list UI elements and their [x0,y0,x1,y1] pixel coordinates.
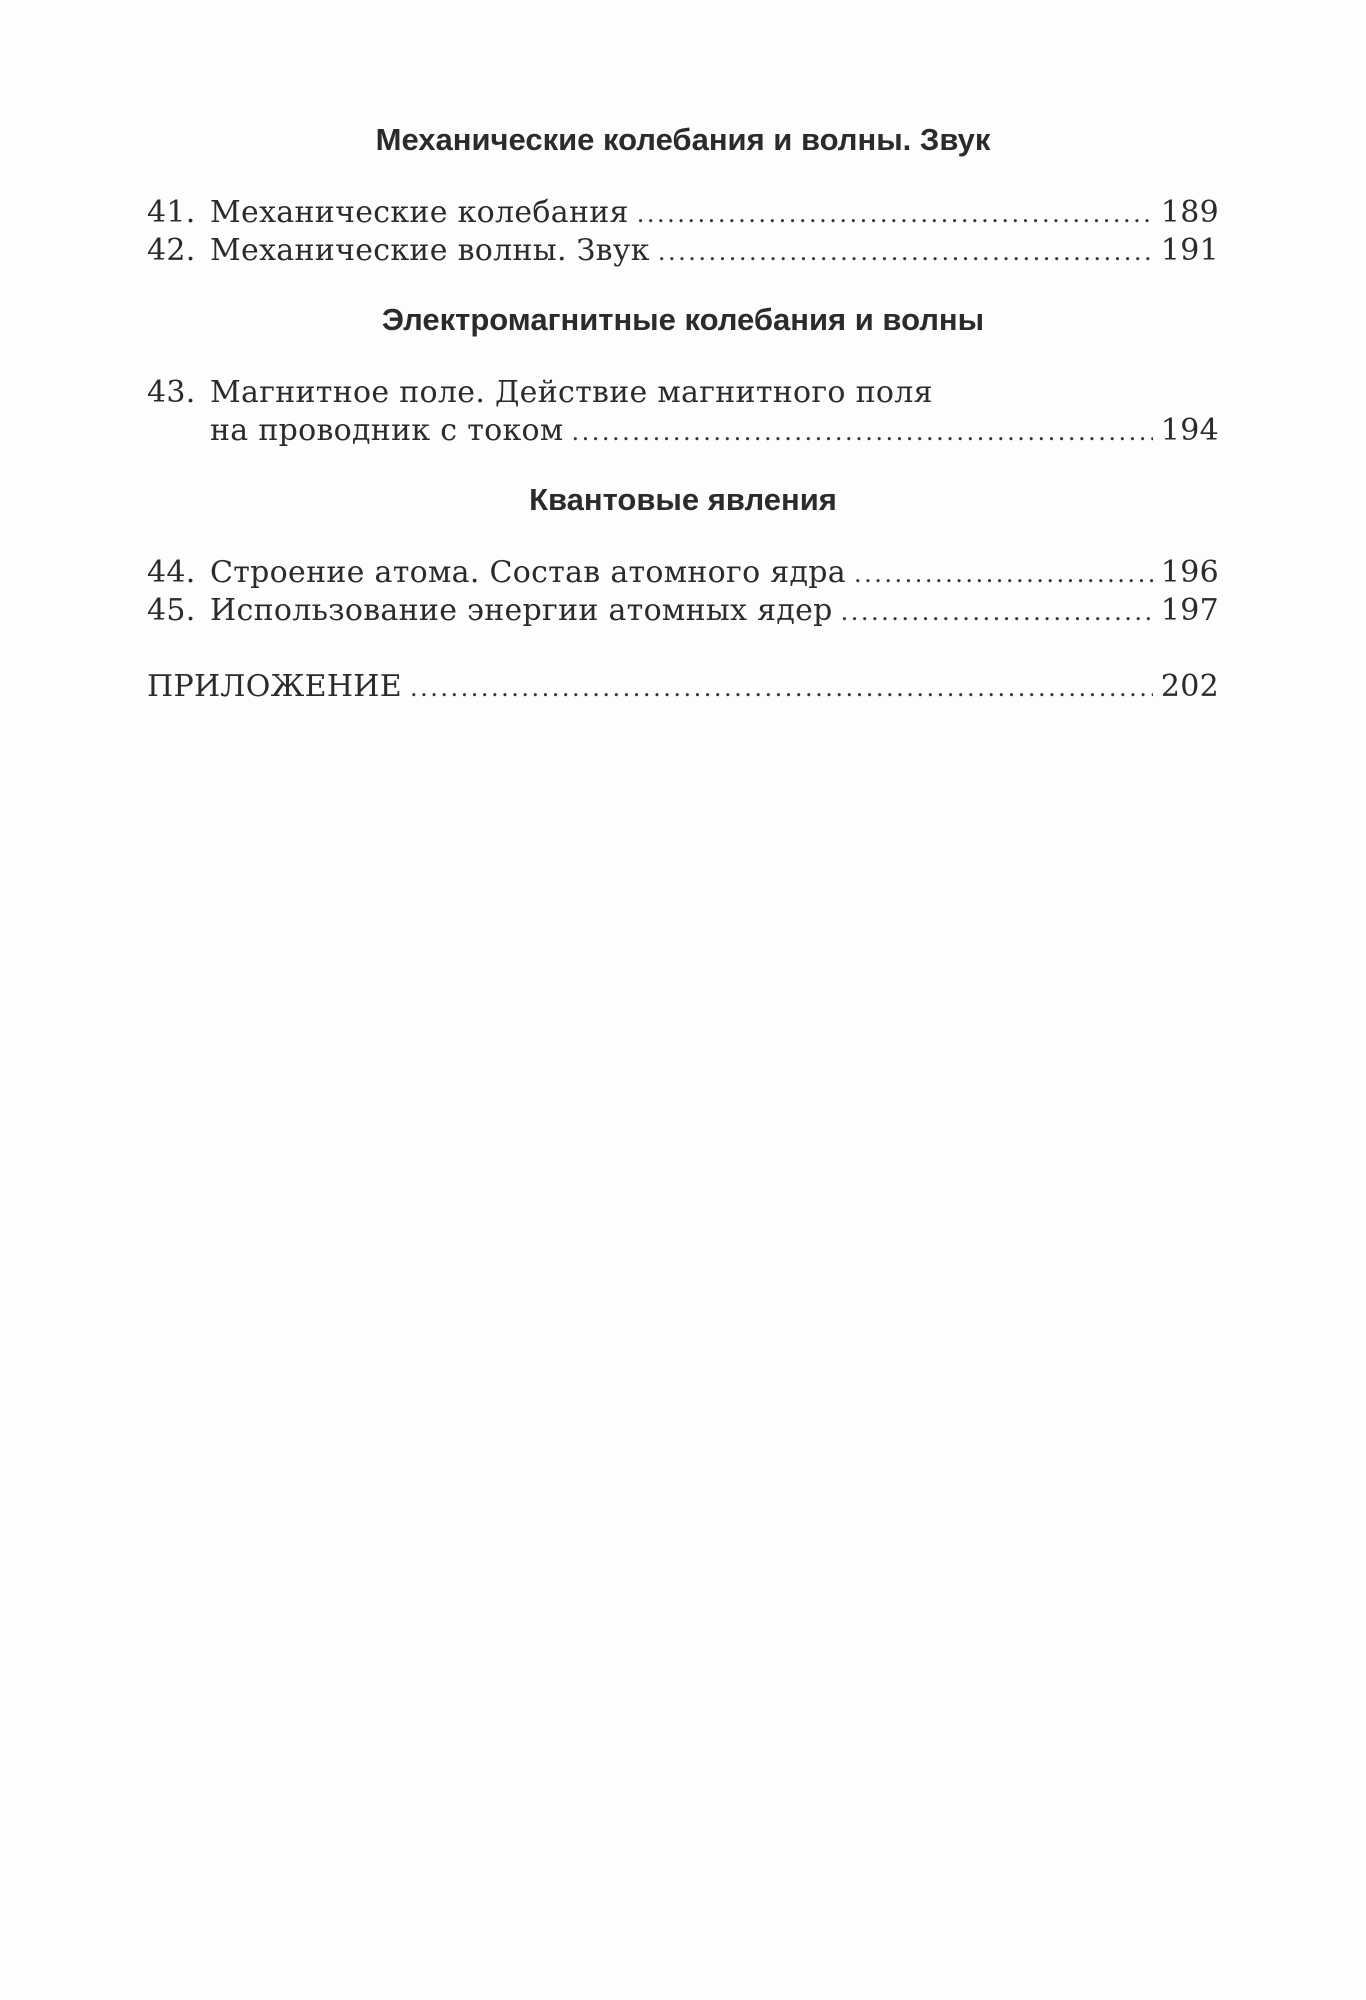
toc-entry-title: Магнитное поле. Действие магнитного поля [210,375,933,410]
toc-leader-dots [658,233,1153,271]
toc-entry-number: 41. [147,195,196,230]
toc-entry-number: 44. [147,555,196,590]
table-of-contents [147,110,1219,706]
toc-leader-dots [572,413,1153,451]
toc-entry-number: 42. [147,233,196,268]
toc-entry-44[interactable] [147,554,1219,592]
toc-entry-41[interactable] [147,194,1219,232]
toc-entry-title: Механические колебания [210,195,629,230]
section-title-mechanical: Механические колебания и волны. Звук [375,122,991,157]
toc-entry-page: 191 [1160,233,1219,268]
toc-entry-page: 202 [1160,669,1219,704]
toc-entry-45[interactable] [147,592,1219,630]
toc-entry-title: ПРИЛОЖЕНИЕ [147,669,402,704]
toc-entry-number: 45. [147,593,196,628]
toc-entry-43-line1[interactable] [147,374,1219,412]
toc-entry-title: Использование энергии атомных ядер [210,593,833,628]
toc-entry-number: 43. [147,375,196,410]
toc-leader-dots [854,555,1153,593]
toc-entry-title: Строение атома. Состав атомного ядра [210,555,846,590]
toc-entry-42[interactable] [147,232,1219,270]
section-title-quantum: Квантовые явления [529,482,837,517]
toc-leader-dots [841,593,1153,631]
toc-entry-page: 196 [1160,555,1219,590]
toc-entry-title: Механические волны. Звук [210,233,650,268]
toc-leader-dots [410,669,1153,707]
toc-entry-43-line2[interactable] [147,412,1219,450]
toc-leader-dots [637,195,1153,233]
section-title-electromagnetic: Электромагнитные колебания и волны [381,302,985,337]
toc-entry-page: 194 [1160,413,1219,448]
toc-entry-title-continued: на проводник с током [210,413,564,448]
toc-entry-page: 197 [1160,593,1219,628]
toc-entry-page: 189 [1160,195,1219,230]
toc-entry-appendix[interactable] [147,668,1219,706]
